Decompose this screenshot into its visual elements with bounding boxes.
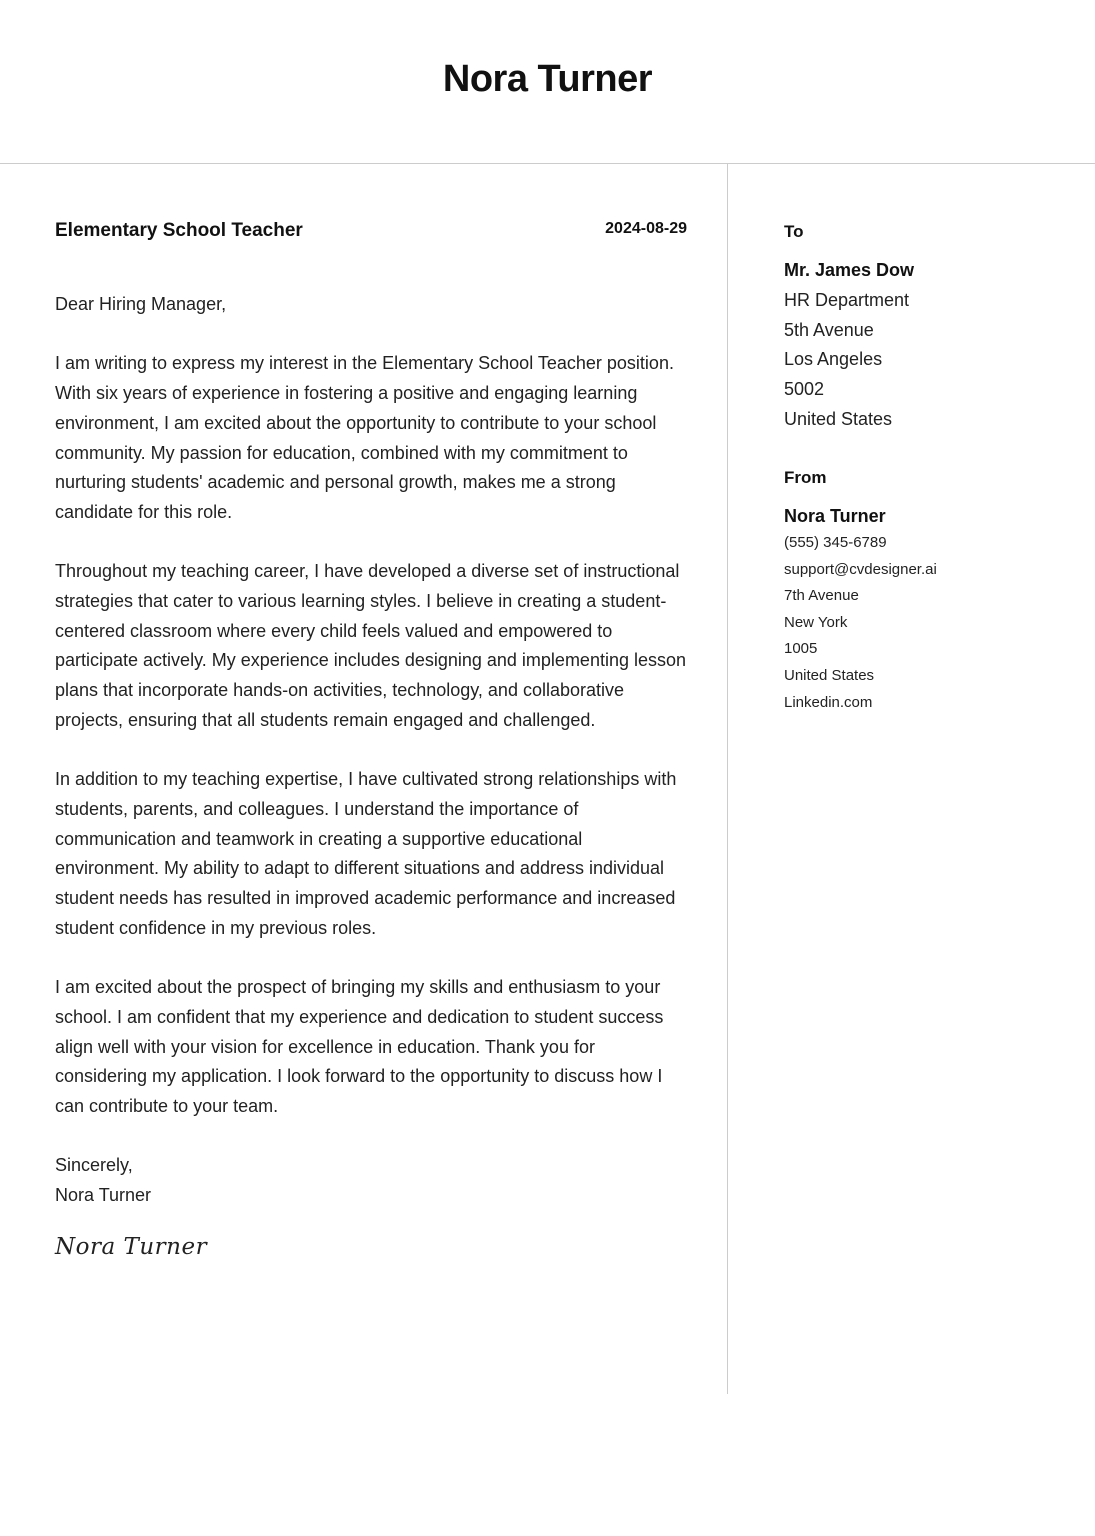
job-title: Elementary School Teacher bbox=[55, 220, 303, 241]
sender-block bbox=[784, 468, 937, 716]
recipient-name: Mr. James Dow bbox=[784, 260, 915, 280]
greeting: Dear Hiring Manager, bbox=[55, 294, 227, 314]
letter-date: 2024-08-29 bbox=[605, 220, 687, 237]
sender-street: 7th Avenue bbox=[784, 587, 859, 605]
paragraph: In addition to my teaching expertise, I have cultivated strong relationships with students, parents, and colleagues. I understand the importance of communication and teamwork in creating a supportive educational environment. My ability to adapt to different situations and address individual student needs has resulted in improved academic performance and increased student confidence in my previous roles. bbox=[55, 769, 677, 938]
paragraph: I am excited about the prospect of bringing my skills and enthusiasm to your school. I am confident that my experience and dedication to student success align well with your vision for excellence in education. Thank you for considering my application. I look forward to the opportunity to discuss how I can contribute to your team. bbox=[55, 977, 664, 1116]
recipient-block bbox=[784, 222, 914, 435]
paragraph: I am writing to express my interest in the Elementary School Teacher position. With six years of experience in fostering a positive and engaging learning environment, I am excited about the opportunity to contribute to your school community. My passion for education, combined with my commitment to nurturing students' academic and personal growth, makes me a strong candidate for this role. bbox=[55, 353, 674, 522]
applicant-name-heading: Nora Turner bbox=[442, 58, 653, 100]
sender-zip: 1005 bbox=[784, 640, 818, 658]
closing-name: Nora Turner bbox=[55, 1185, 152, 1206]
sender-label: From bbox=[784, 468, 827, 487]
letter-text bbox=[55, 290, 687, 1262]
paragraph: Throughout my teaching career, I have developed a diverse set of instructional strategies that cater to various learning styles. I believe in creating a student-centered classroom where every child feels valued and empowered to participate actively. My experience includes designing and implementing lesson plans that incorporate hands-on activities, technology, and collaborative projects, ensuring that all students remain engaged and challenged. bbox=[55, 561, 687, 730]
sender-city: New York bbox=[784, 613, 848, 631]
closing-block bbox=[55, 1151, 687, 1210]
column-divider bbox=[727, 164, 728, 1394]
recipient-label: To bbox=[784, 222, 804, 241]
handwritten-signature: Nora Turner bbox=[55, 1233, 208, 1260]
closing-phrase: Sincerely, bbox=[55, 1155, 133, 1176]
recipient-city: Los Angeles bbox=[784, 349, 883, 370]
recipient-department: HR Department bbox=[784, 289, 910, 310]
recipient-country: United States bbox=[784, 408, 893, 429]
sender-name: Nora Turner bbox=[784, 506, 886, 526]
sender-phone: (555) 345-6789 bbox=[784, 534, 887, 551]
sender-website: Linkedin.com bbox=[784, 693, 873, 711]
page-header bbox=[0, 0, 1095, 164]
sender-country: United States bbox=[784, 666, 875, 684]
recipient-zip: 5002 bbox=[784, 379, 825, 400]
recipient-street: 5th Avenue bbox=[784, 319, 874, 340]
sender-email: support@cvdesigner.ai bbox=[784, 560, 937, 578]
